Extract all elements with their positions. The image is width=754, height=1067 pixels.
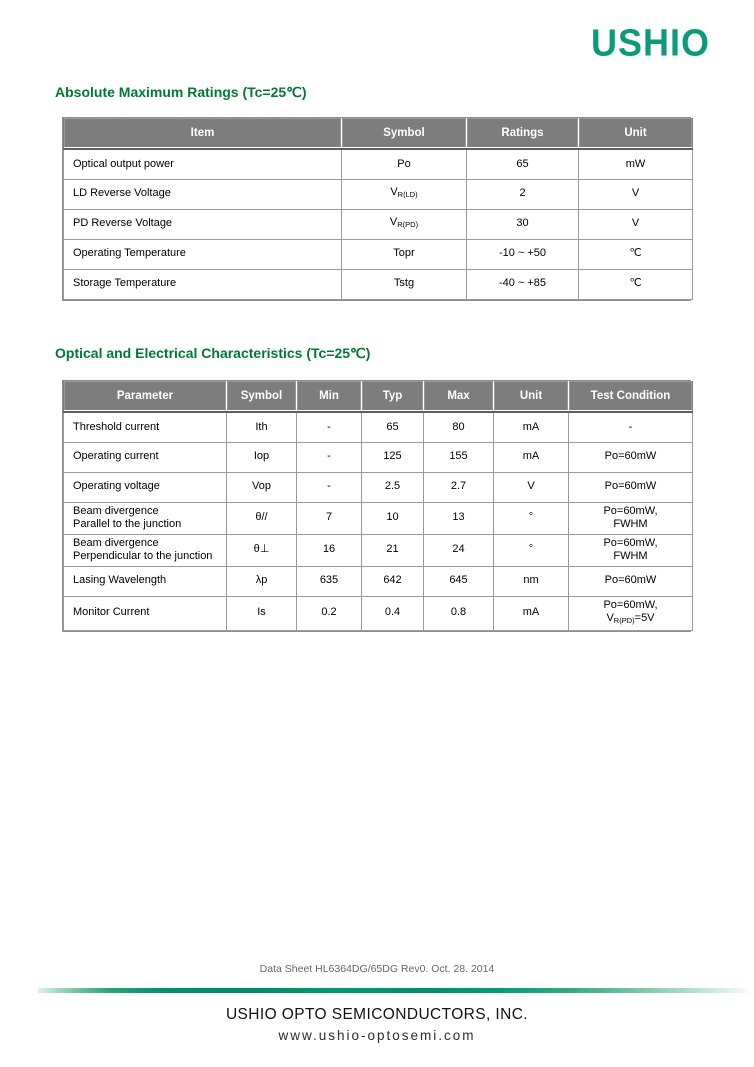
value-cell: ℃ <box>579 239 693 269</box>
value-cell: ° <box>494 502 569 534</box>
value-cell: 13 <box>424 502 494 534</box>
row-label-cell: Storage Temperature <box>64 269 342 299</box>
value-cell: λp <box>227 566 297 596</box>
column-header: Item <box>64 118 342 149</box>
value-cell: V <box>579 179 693 209</box>
row-label-cell: Operating voltage <box>64 472 227 502</box>
column-header: Parameter <box>64 381 227 412</box>
table <box>63 381 693 631</box>
column-header: Test Condition <box>569 381 693 412</box>
value-cell: Po=60mW, FWHM <box>569 502 693 534</box>
column-header: Min <box>297 381 362 412</box>
column-header: Typ <box>362 381 424 412</box>
value-cell: 24 <box>424 534 494 566</box>
value-cell: V <box>579 209 693 239</box>
value-cell: - <box>569 412 693 442</box>
document-reference: Data Sheet HL6364DG/65DG Rev0. Oct. 28. 2014 <box>259 963 495 975</box>
value-cell: 635 <box>297 566 362 596</box>
value-cell: - <box>297 442 362 472</box>
footer-divider-bar <box>38 988 748 993</box>
value-cell: 155 <box>424 442 494 472</box>
value-cell: mW <box>579 149 693 179</box>
absolute-maximum-ratings-table <box>62 117 691 301</box>
subscript: R(LD) <box>397 190 418 200</box>
value-cell: Iop <box>227 442 297 472</box>
row-label-cell: Threshold current <box>64 412 227 442</box>
row-label-cell: PD Reverse Voltage <box>64 209 342 239</box>
row-label-cell: Operating current <box>64 442 227 472</box>
table-row <box>64 566 693 596</box>
value-cell: 0.2 <box>297 596 362 630</box>
row-label-cell: Operating Temperature <box>64 239 342 269</box>
value-cell: Topr <box>342 239 467 269</box>
value-cell: 645 <box>424 566 494 596</box>
table-row <box>64 209 693 239</box>
table-row <box>64 269 693 299</box>
company-name: USHIO OPTO SEMICONDUCTORS, INC. <box>225 1006 529 1023</box>
value-cell: Po=60mW <box>569 472 693 502</box>
row-label-cell: Optical output power <box>64 149 342 179</box>
subscript: R(PD) <box>397 220 419 230</box>
table-row <box>64 472 693 502</box>
row-label-cell: Beam divergence Parallel to the junction <box>64 502 227 534</box>
value-cell: 0.8 <box>424 596 494 630</box>
value-cell: Po <box>342 149 467 179</box>
table-row <box>64 149 693 179</box>
header-row <box>64 118 693 149</box>
column-header: Symbol <box>342 118 467 149</box>
column-header: Unit <box>494 381 569 412</box>
table-row <box>64 534 693 566</box>
value-cell: 0.4 <box>362 596 424 630</box>
value-cell: 2 <box>467 179 579 209</box>
value-cell: 642 <box>362 566 424 596</box>
row-label-cell: Monitor Current <box>64 596 227 630</box>
subscript: R(PD) <box>613 616 635 625</box>
value-cell: 10 <box>362 502 424 534</box>
value-cell: mA <box>494 412 569 442</box>
optical-electrical-characteristics-table <box>62 380 691 632</box>
value-cell: Tstg <box>342 269 467 299</box>
value-cell: nm <box>494 566 569 596</box>
value-cell: Po=60mW, $V_{R(PD)}=5V$ <box>569 596 693 630</box>
table <box>63 118 693 300</box>
value-cell: Po=60mW, FWHM <box>569 534 693 566</box>
table-row <box>64 442 693 472</box>
value-cell: 30 <box>467 209 579 239</box>
table-row <box>64 179 693 209</box>
value-cell: θ// <box>227 502 297 534</box>
value-cell: Po=60mW <box>569 566 693 596</box>
value-cell: mA <box>494 596 569 630</box>
table-row <box>64 239 693 269</box>
value-cell: - <box>297 472 362 502</box>
value-cell: 2.5 <box>362 472 424 502</box>
value-cell: 7 <box>297 502 362 534</box>
column-header: Max <box>424 381 494 412</box>
value-cell: 65 <box>362 412 424 442</box>
row-label-cell: LD Reverse Voltage <box>64 179 342 209</box>
table-row <box>64 412 693 442</box>
header-row <box>64 381 693 412</box>
ushio-logo: USHIO <box>590 20 710 64</box>
row-label-cell: Beam divergence Perpendicular to the junction <box>64 534 227 566</box>
row-label-cell: Lasing Wavelength <box>64 566 227 596</box>
company-website: www.ushio-optosemi.com <box>278 1028 476 1043</box>
column-header: Unit <box>579 118 693 149</box>
value-cell: V <box>494 472 569 502</box>
table-row <box>64 596 693 630</box>
column-header: Ratings <box>467 118 579 149</box>
section-title-absolute-maximum-ratings: Absolute Maximum Ratings (Tc=25℃) <box>55 84 307 100</box>
value-cell: mA <box>494 442 569 472</box>
value-cell: Ith <box>227 412 297 442</box>
value-cell: Is <box>227 596 297 630</box>
value-cell: $V_{R(PD)}$ <box>342 209 467 239</box>
value-cell: 65 <box>467 149 579 179</box>
value-cell: - <box>297 412 362 442</box>
table-row <box>64 502 693 534</box>
value-cell: 21 <box>362 534 424 566</box>
value-cell: 2.7 <box>424 472 494 502</box>
column-header: Symbol <box>227 381 297 412</box>
value-cell: 16 <box>297 534 362 566</box>
section-title-optical-electrical-characteristics: Optical and Electrical Characteristics (Tc=25℃) <box>55 345 371 361</box>
value-cell: 80 <box>424 412 494 442</box>
value-cell: 125 <box>362 442 424 472</box>
value-cell: ℃ <box>579 269 693 299</box>
value-cell: -40 ~ +85 <box>467 269 579 299</box>
value-cell: $V_{R(LD)}$ <box>342 179 467 209</box>
value-cell: θ⊥ <box>227 534 297 566</box>
value-cell: Vop <box>227 472 297 502</box>
value-cell: -10 ~ +50 <box>467 239 579 269</box>
value-cell: Po=60mW <box>569 442 693 472</box>
value-cell: ° <box>494 534 569 566</box>
